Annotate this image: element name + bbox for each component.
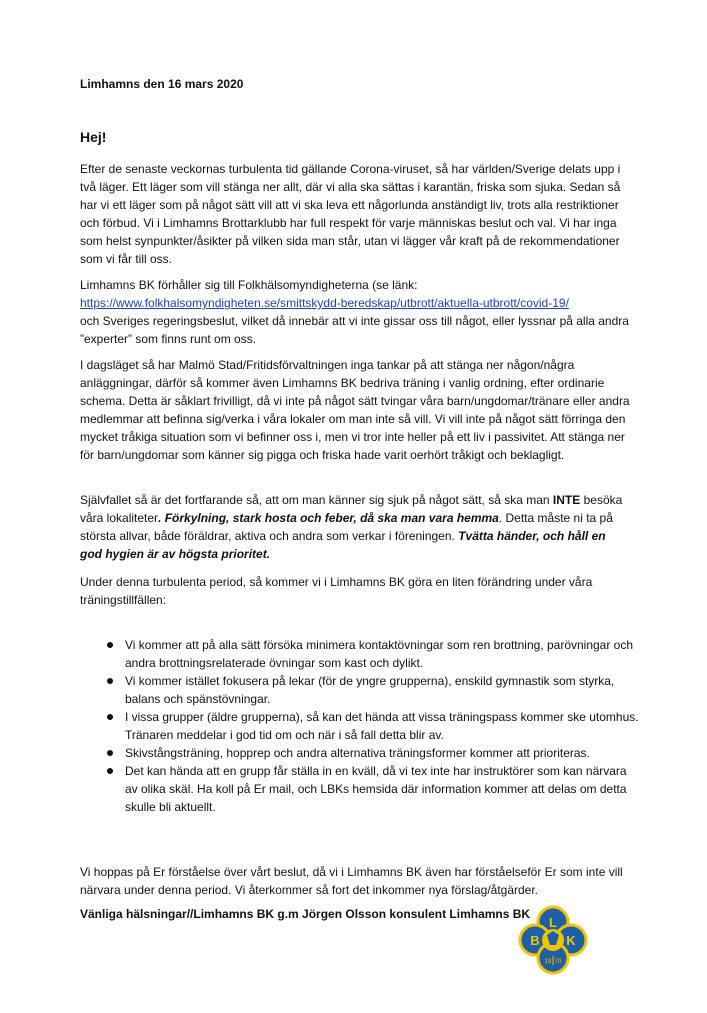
paragraph-stay-home bbox=[80, 491, 630, 563]
club-logo bbox=[518, 905, 588, 975]
stay-home-text-2: besöka våra lokaliteter bbox=[80, 493, 623, 525]
bullet-icon bbox=[107, 768, 113, 774]
letter-greeting: Hej! bbox=[80, 129, 107, 145]
stay-home-text-1: Självfallet så är det fortfarande så, att om man känner sig sjuk på något sätt, så ska man bbox=[80, 493, 553, 507]
stay-home-emphasis-inte: INTE bbox=[552, 493, 581, 507]
list-item-text: Vi kommer att på alla sätt försöka minimera kontaktövningar som ren brottning, parövningar och andra brottningsrelaterade övningar som kast och dylikt. bbox=[125, 638, 634, 670]
list-item bbox=[80, 762, 640, 816]
logo-year-left: 19 bbox=[544, 959, 552, 965]
list-item bbox=[80, 744, 640, 762]
logo-letter-b: B bbox=[530, 933, 540, 948]
logo-year-right: 70 bbox=[554, 959, 562, 965]
stay-home-symptoms: . Förkylning, stark hosta och feber, då ska man vara hemma bbox=[158, 511, 499, 525]
list-item bbox=[80, 636, 640, 672]
folkhalsomyndigheten-link[interactable]: https://www.folkhalsomyndigheten.se/smittskydd-beredskap/utbrott/aktuella-utbrott/covid-19/ bbox=[80, 296, 569, 310]
bullet-icon bbox=[107, 678, 113, 684]
logo-letter-l: L bbox=[549, 915, 557, 930]
letter-date: Limhamns den 16 mars 2020 bbox=[80, 77, 244, 91]
paragraph-situation: Efter de senaste veckornas turbulenta tid gällande Corona-viruset, så har världen/Sverige delats upp i två läger. Ett läger som vill stänga ner allt, där vi alla ska sättas i karantän, friska som sjuka. Sedan så har vi ett läger som på något sätt vill att vi ska leva ett någorlunda anständigt liv, trots alla restriktioner och förbud. Vi i Limhamns Brottarklubb har full respekt för varje människas beslut och val. Vi har inga som helst synpunkter/åsikter på vilken sida man står, utan vi lägger vår kraft på de rekommendationer som vi får till oss. bbox=[80, 162, 621, 266]
paragraph-authorities-intro: Limhamns BK förhåller sig till Folkhälsomyndigheterna (se länk: bbox=[80, 278, 418, 292]
bullet-icon bbox=[107, 642, 113, 648]
paragraph-authorities-rest: och Sveriges regeringsbeslut, vilket då innebär att vi inte gissar oss till något, eller lyssnar på alla andra ”experter” som finns runt om oss. bbox=[80, 314, 629, 346]
paragraph-changes-intro: Under denna turbulenta period, så kommer vi i Limhamns BK göra en liten förändring under våra träningstillfällen: bbox=[80, 575, 593, 607]
list-item-text: I vissa grupper (äldre grupperna), så kan det hända att vissa träningspass kommer ske utomhus. Tränaren meddelar i god tid om och när i så fall detta blir av. bbox=[125, 710, 639, 742]
paragraph-authorities bbox=[80, 276, 630, 348]
paragraph-closing: Vi hoppas på Er förståelse över vårt beslut, då vi i Limhamns BK även har förståelseför Er som inte vill närvara under denna period. Vi återkommer så fort det inkommer nya förslag/åtgärder. bbox=[80, 865, 623, 897]
logo-letter-k: K bbox=[566, 933, 576, 948]
signature: Vänliga hälsningar//Limhamns BK g.m Jörgen Olsson konsulent Limhamns BK bbox=[80, 907, 531, 921]
bullet-icon bbox=[107, 714, 113, 720]
bullet-icon bbox=[107, 750, 113, 756]
stay-home-text-3: . Detta måste ni ta på största allvar, både föräldrar, aktiva och andra som verkar i föreningen. bbox=[80, 511, 613, 543]
list-item-text: Det kan hända att en grupp får ställa in en kväll, då vi tex inte har instruktörer som kan närvara av olika skäl. Ha koll på Er mail, och LBKs hemsida där information kommer att delas om detta skulle bli aktuellt. bbox=[125, 764, 627, 814]
list-item bbox=[80, 708, 640, 744]
list-item-text: Vi kommer istället fokusera på lekar (för de yngre grupperna), enskild gymnastik som styrka, balans och spänstövningar. bbox=[125, 674, 615, 706]
hygiene-emphasis: Tvätta händer, och håll en god hygien är av högsta prioritet. bbox=[80, 529, 606, 561]
list-item bbox=[80, 672, 640, 708]
list-item-text: Skivstångsträning, hopprep och andra alternativa träningsformer kommer att prioriteras. bbox=[125, 746, 590, 760]
paragraph-training-status: I dagsläget så har Malmö Stad/Fritidsförvaltningen inga tankar på att stänga ner någon/några anläggningar, därför så kommer även Limhamns BK bedriva träning i vanlig ordning, efter ordinarie schema. Detta är såklart frivilligt, då vi inte på något sätt tvingar våra barn/ungdomar/tränare eller andra medlemmar att befinna sig/verka i våra lokaler om man inte så vill. Vi vill inte på något sätt förringa den mycket tråkiga situation som vi befinner oss i, men vi tror inte heller på ett liv i passivitet. Att stänga ner för barn/ungdomar som känner sig pigga och friska hade varit oerhört tråkigt och beklagligt. bbox=[80, 358, 630, 462]
changes-list bbox=[80, 636, 640, 816]
